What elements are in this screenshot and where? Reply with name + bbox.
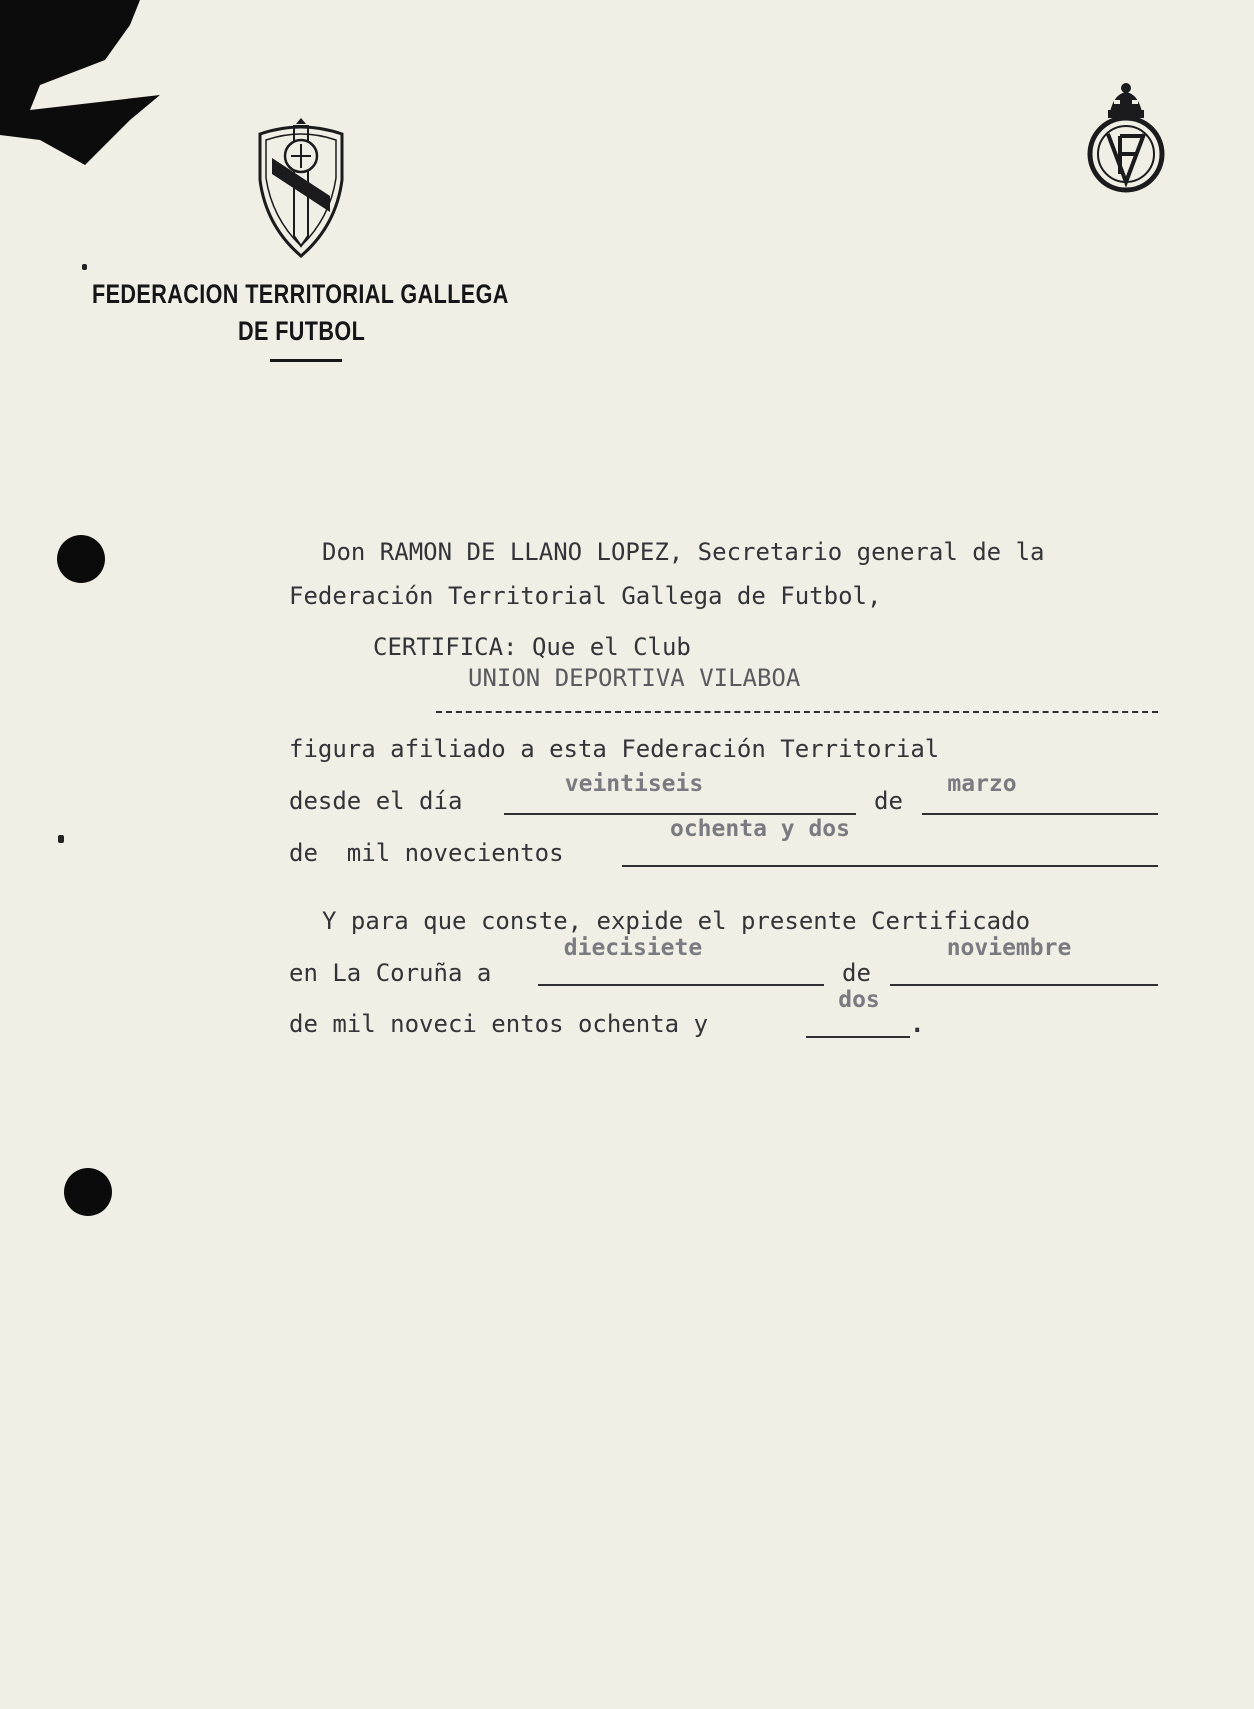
issue-day-value: diecisiete [563, 935, 703, 961]
royal-spanish-football-federation-crest-icon [1084, 82, 1168, 198]
issue-month-value: noviembre [946, 935, 1072, 961]
certificate-line-federation: Federación Territorial Gallega de Futbol, [289, 582, 882, 610]
header-underline [270, 359, 342, 362]
federation-name-line1: FEDERACION TERRITORIAL GALLEGA [92, 279, 509, 309]
since-month-value: marzo [947, 771, 1017, 797]
place-label: en La Coruña a [289, 959, 492, 987]
club-name-value: UNION DEPORTIVA VILABOA [468, 664, 801, 692]
club-name-blank [436, 711, 1158, 713]
paper-speck [82, 264, 87, 270]
certificate-line-secretary: Don RAMON DE LLANO LOPEZ, Secretario general de la [322, 538, 1045, 566]
galician-football-federation-shield-icon [256, 118, 346, 260]
since-month-blank [922, 813, 1158, 815]
punch-hole-top [57, 535, 105, 583]
paper-speck [58, 835, 64, 843]
issue-day-blank [538, 984, 824, 986]
issue-year-label: de mil noveci entos ochenta y [289, 1010, 709, 1038]
since-de-label: de [874, 787, 903, 815]
closing-line: Y para que conste, expide el presente Certificado [322, 907, 1031, 935]
torn-corner-shadow [0, 0, 160, 170]
issue-year-blank [806, 1036, 910, 1038]
since-year-value: ochenta y dos [669, 816, 850, 842]
issue-de-label: de [842, 959, 871, 987]
federation-name-line2: DE FUTBOL [238, 316, 366, 346]
since-year-blank [622, 865, 1158, 867]
since-year-label: de mil novecientos [289, 839, 564, 867]
certifica-line: CERTIFICA: Que el Club [373, 633, 691, 661]
final-period: . [910, 1010, 925, 1038]
punch-hole-bottom [64, 1168, 112, 1216]
since-day-label: desde el día [289, 787, 463, 815]
issue-year-value: dos [838, 987, 880, 1013]
affiliation-line: figura afiliado a esta Federación Territorial [289, 735, 940, 763]
issue-month-blank [890, 984, 1158, 986]
since-day-value: veintiseis [564, 771, 704, 797]
